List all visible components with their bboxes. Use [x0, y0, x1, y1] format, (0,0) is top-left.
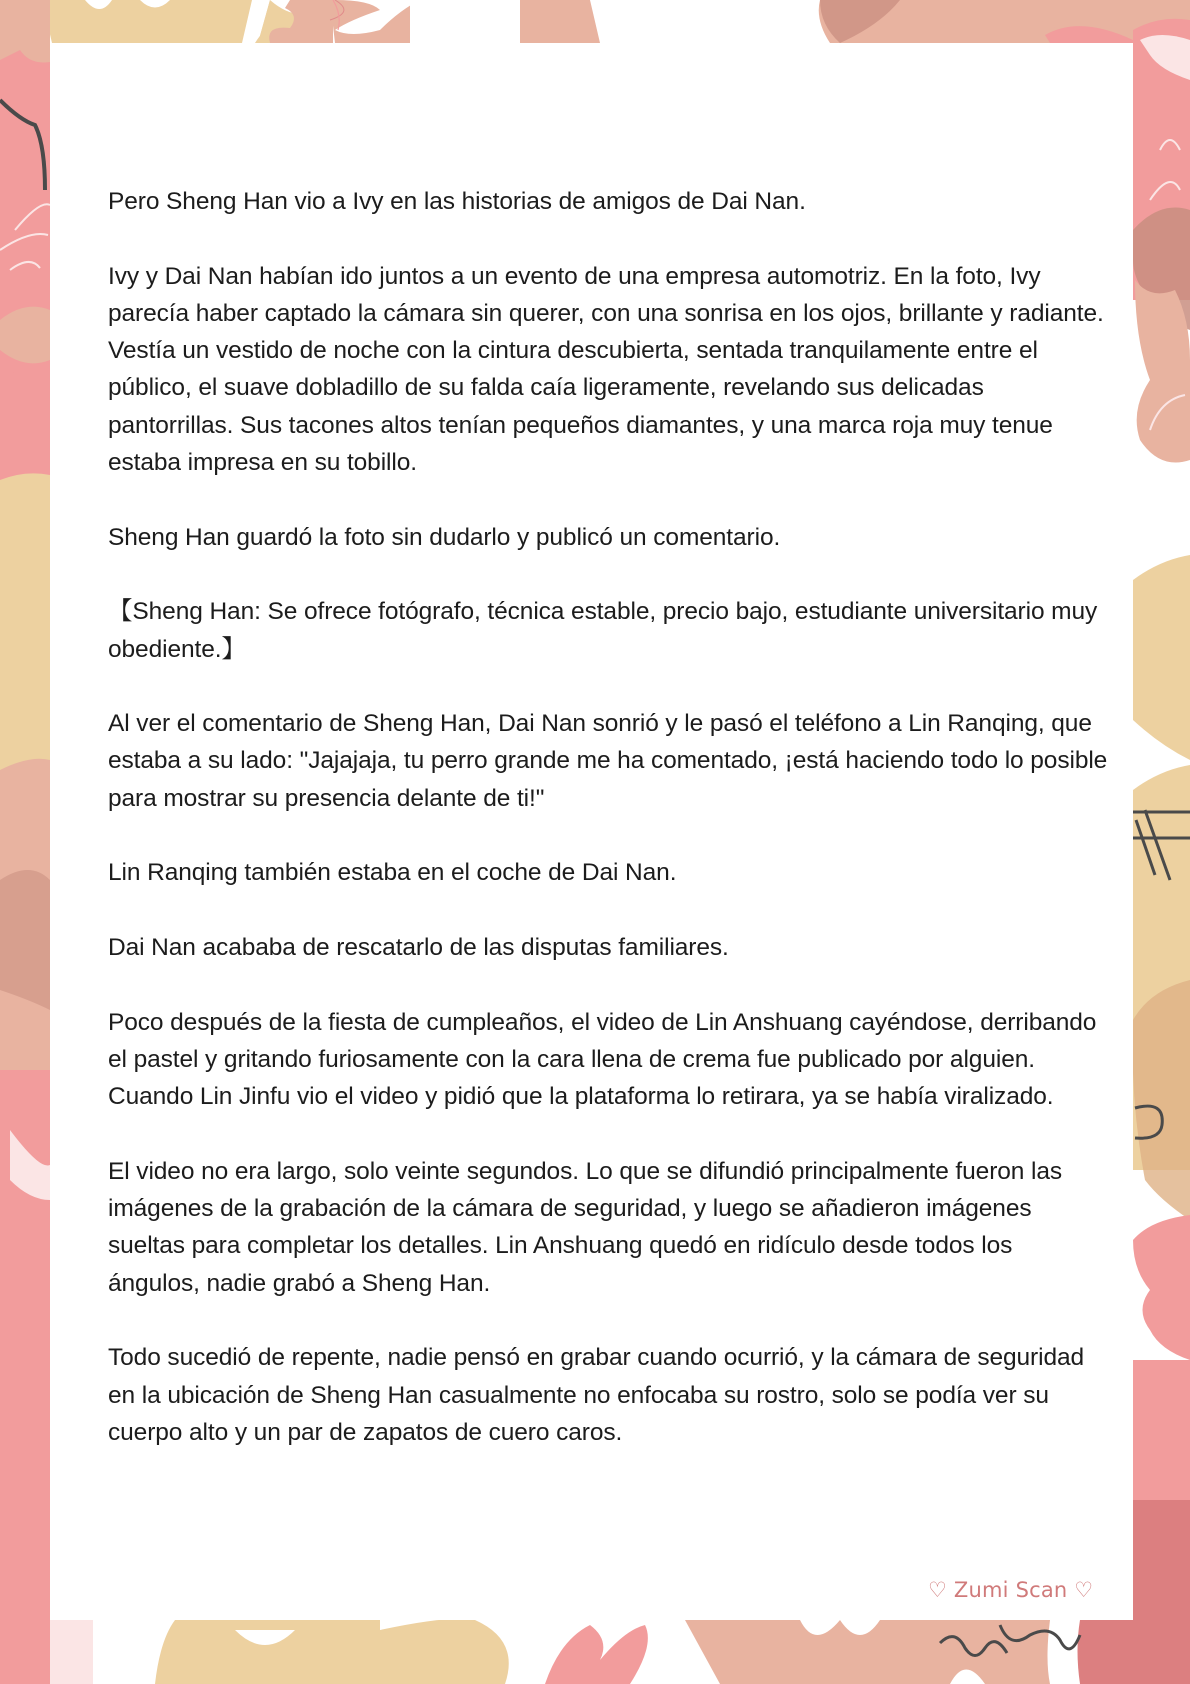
paragraph-1: Pero Sheng Han vio a Ivy en las historias de amigos de Dai Nan.: [108, 188, 806, 215]
paragraph-7: Dai Nan acababa de rescatarlo de las disputas familiares.: [108, 933, 729, 961]
paragraph-3: Sheng Han guardó la foto sin dudarlo y publicó un comentario.: [108, 523, 781, 551]
paragraph-10: Todo sucedió de repente, nadie pensó en grabar cuando ocurrió, y la cámara de seguridad en la ubicación de Sheng Han casualmente no enfocaba su rostro, solo se podía ver su cuerpo alto y un par de zapatos de cuero caros.: [108, 1344, 1085, 1446]
paragraph-5: Al ver el comentario de Sheng Han, Dai Nan sonrió y le pasó el teléfono a Lin Ranqing, que estaba a su lado: "Jajajaja, tu perro grande me ha comentado, ¡está haciendo todo lo posible para mostrar su presencia delante de ti!": [108, 710, 1108, 812]
paragraph-6: Lin Ranqing también estaba en el coche de Dai Nan.: [108, 859, 677, 887]
paragraph-2: Ivy y Dai Nan habían ido juntos a un evento de una empresa automotriz. En la foto, Ivy parecía haber captado la cámara sin querer, con una sonrisa en los ojos, brillante y radiante. Vestía un vestido de noche con la cintura descubierta, sentada tranquilamente entre el público, el suave dobladillo de su falda caía ligeramente, revelando sus delicadas pantorrillas. Sus tacones altos tenían pequeños diamantes, y una marca roja muy tenue estaba impresa en su tobillo.: [108, 262, 1104, 477]
watermark: ♡ Zumi Scan ♡: [928, 1578, 1094, 1602]
paragraph-4: 【Sheng Han: Se ofrece fotógrafo, técnica estable, precio bajo, estudiante universitario muy obediente.】: [108, 598, 1098, 663]
document-body: [108, 183, 1108, 1488]
paragraph-9: El video no era largo, solo veinte segundos. Lo que se difundió principalmente fueron las imágenes de la grabación de la cámara de seguridad, y luego se añadieron imágenes sueltas para completar los detalles. Lin Anshuang quedó en ridículo desde todos los ángulos, nadie grabó a Sheng Han.: [108, 1157, 1063, 1297]
paragraph-8: Poco después de la fiesta de cumpleaños, el video de Lin Anshuang cayéndose, derribando el pastel y gritando furiosamente con la cara llena de crema fue publicado por alguien. Cuando Lin Jinfu vio el video y pidió que la plataforma lo retirara, ya se había viralizado.: [108, 1008, 1097, 1111]
